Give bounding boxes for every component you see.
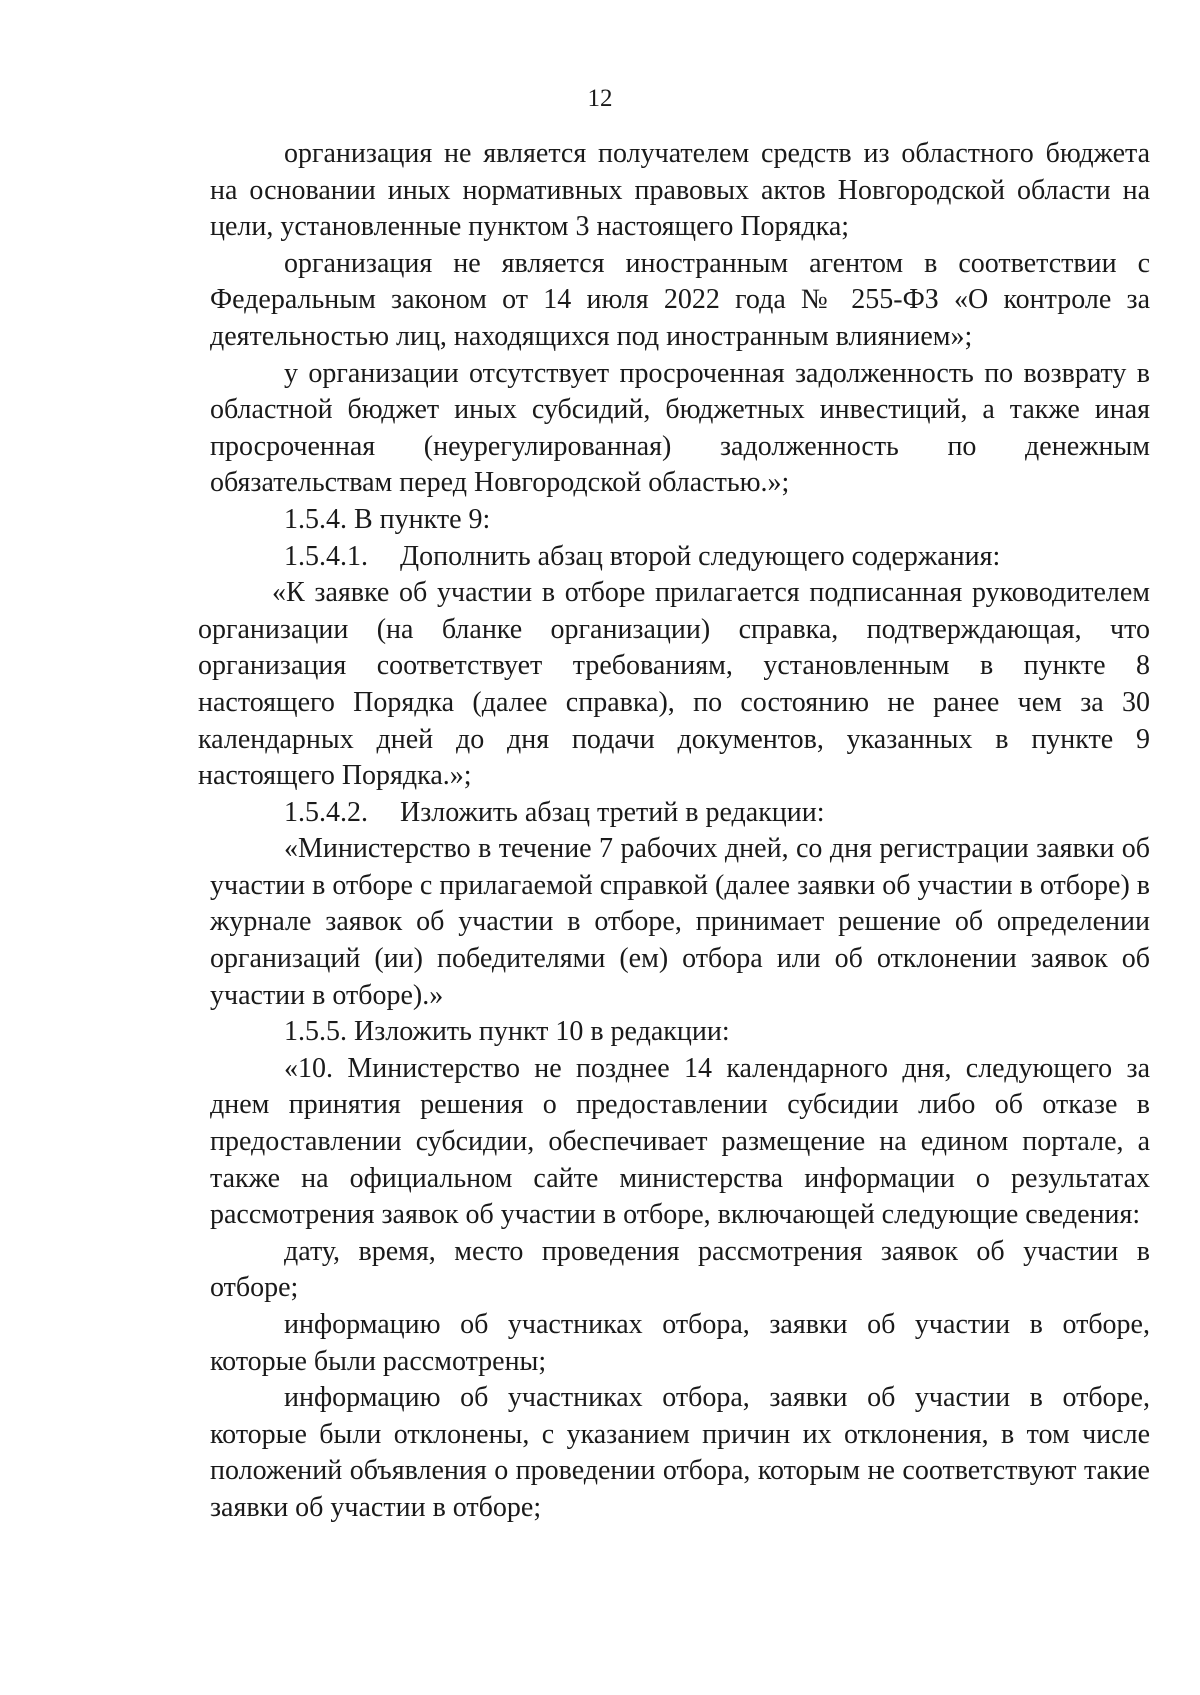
paragraph-date-time-place: дату, время, место проведения рассмотрения заявок об участии в отборе; <box>210 1235 1150 1304</box>
paragraph-item-1-5-4-2 <box>210 795 1150 832</box>
paragraph-reviewed-participants: информацию об участниках отбора, заявки об участии в отборе, которые были рассмотрены; <box>210 1309 1150 1377</box>
paragraph-rejected-participants: информацию об участниках отбора, заявки об участии в отборе, которые были отклонены, с указанием причин их отклонения, в том числе положений объявления о проведении отбора, которым не соответствуют такие заявки об участии в отборе; <box>210 1382 1150 1523</box>
paragraph-no-overdue-debt: у организации отсутствует просроченная задолженность по возврату в областной бюджет иных субсидий, бюджетных инвестиций, а также иная просроченная (неурегулированная) задолженность по денежным обязательствам перед Новгородской областью.»; <box>210 357 1150 499</box>
paragraph-certificate-attachment: «К заявке об участии в отборе прилагается подписанная руководителем организации (на бланке организации) справка, подтверждающая, что организация соответствует требованиям, установленным в пункте 8 настоящего Порядка (далее справка), по состоянию не ранее чем за 30 календарных дней до дня подачи документов, указанных в пункте 9 настоящего Порядка.»; <box>198 577 1150 792</box>
item-text: Изложить абзац третий в редакции: <box>400 796 825 828</box>
item-number: 1.5.4.1. <box>284 540 368 572</box>
document-body <box>198 136 1150 1527</box>
item-number: 1.5.4.2. <box>284 796 368 828</box>
paragraph-item-1-5-4-1 <box>210 539 1150 576</box>
paragraph-item-1-5-5: 1.5.5. Изложить пункт 10 в редакции: <box>284 1016 730 1048</box>
paragraph-item-1-5-4: 1.5.4. В пункте 9: <box>284 503 491 535</box>
paragraph-not-foreign-agent: организация не является иностранным агентом в соответствии с Федеральным законом от 14 июля 2022 года № 255-ФЗ «О контроле за деятельностью лиц, находящихся под иностранным влиянием»; <box>210 247 1150 352</box>
paragraph-ministry-decision: «Министерство в течение 7 рабочих дней, со дня регистрации заявки об участии в отборе с прилагаемой справкой (далее заявки об участии в отборе) в журнале заявок об участии в отборе, принимает решение об определении организаций (ии) победителями (ем) отбора или об отклонении заявок об участии в отборе).» <box>210 833 1150 1011</box>
paragraph-not-recipient: организация не является получателем средств из областного бюджета на основании иных нормативных правовых актов Новгородской области на цели, установленные пунктом 3 настоящего Порядка; <box>210 138 1150 243</box>
paragraph-item-10: «10. Министерство не позднее 14 календарного дня, следующего за днем принятия решения о предоставлении субсидии либо об отказе в предоставлении субсидии, обеспечивает размещение на едином портале, а также на официальном сайте министерства информации о результатах рассмотрения заявок об участии в отборе, включающей следующие сведения: <box>210 1052 1150 1231</box>
page-number: 12 <box>587 85 613 112</box>
item-text: Дополнить абзац второй следующего содержания: <box>400 540 1001 572</box>
